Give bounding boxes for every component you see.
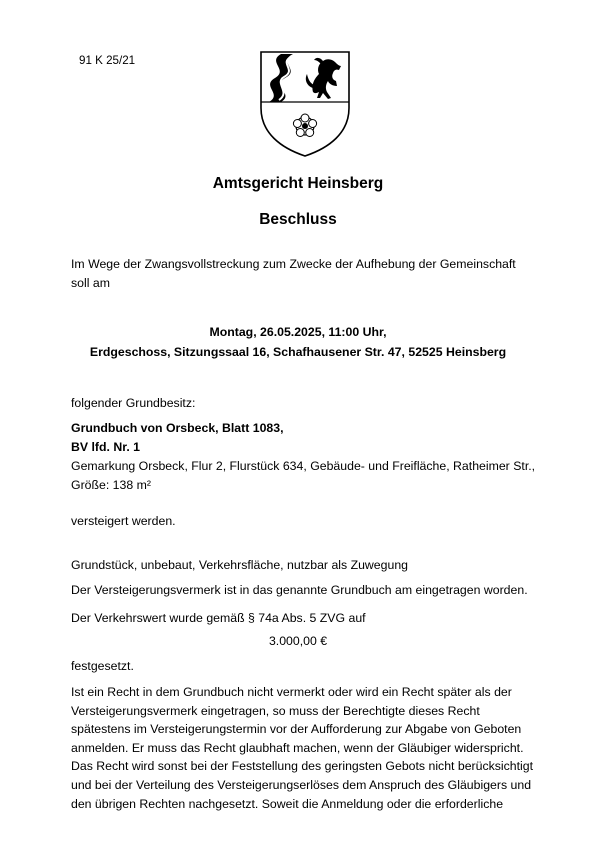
property-description: Grundstück, unbebaut, Verkehrsfläche, nutzbar als Zuwegung [71,558,408,572]
paragraph-line: den übrigen Rechten nachgesetzt. Soweit die Anmeldung oder die erforderliche [71,796,504,811]
auction-note: versteigert werden. [71,514,176,528]
registration-note: Der Versteigerungsvermerk ist in das genannte Grundbuch am eingetragen worden. [71,583,528,597]
market-value-intro: Der Verkehrswert wurde gemäß § 74a Abs. 5 ZVG auf [71,611,366,625]
document-title: Beschluss [259,211,337,228]
court-name: Amtsgericht Heinsberg [212,175,384,192]
rights-paragraph [71,683,534,813]
appointment-location: Erdgeschoss, Sitzungssaal 16, Schafhausener Str. 47, 52525 Heinsberg [89,345,507,359]
paragraph-line: anmelden. Er muss das Recht glaubhaft machen, wenn der Gläubiger widerspricht. [71,740,524,755]
parcel-line-2: Größe: 138 m² [71,478,151,492]
intro-line-1: Im Wege der Zwangsvollstreckung zum Zwecke der Aufhebung der Gemeinschaft [71,257,516,271]
fixed-note: festgesetzt. [71,659,134,673]
market-value: 3.000,00 € [268,634,328,648]
paragraph-line: und bei der Verteilung des Versteigerungserlöses dem Anspruch des Gläubigers und [71,777,532,792]
appointment-date: Montag, 26.05.2025, 11:00 Uhr, [209,325,387,339]
paragraph-line: Versteigerungsvermerk eingetragen, so muss der Berechtigte dieses Recht [71,703,480,718]
paragraph-line: spätestens im Versteigerungstermin vor der Aufforderung zur Abgabe von Geboten [71,722,522,737]
paragraph-line: Ist ein Recht in dem Grundbuch nicht vermerkt oder wird ein Recht später als der [71,685,512,699]
parcel-line-1: Gemarkung Orsbeck, Flur 2, Flurstück 634, Gebäude- und Freifläche, Ratheimer Str., [71,459,536,473]
bv-number: BV lfd. Nr. 1 [71,440,141,454]
property-intro: folgender Grundbesitz: [71,396,196,410]
file-number: 91 K 25/21 [79,54,136,67]
intro-line-2: soll am [71,276,110,290]
land-register: Grundbuch von Orsbeck, Blatt 1083, [71,421,284,435]
paragraph-line: Das Recht wird sonst bei der Feststellung des geringsten Gebots nicht berücksichtigt [71,759,534,774]
coat-of-arms-seal [257,48,353,158]
